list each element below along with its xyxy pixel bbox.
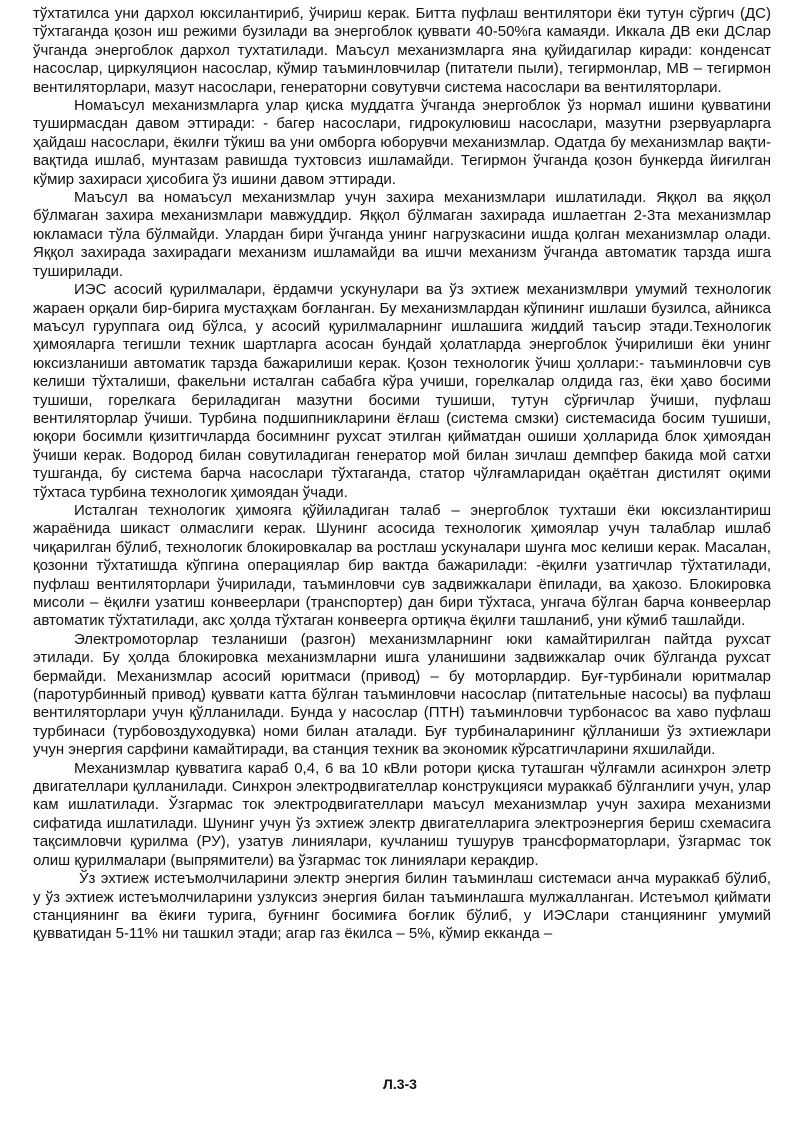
paragraph-motor-types: Механизмлар қувватига караб 0,4, 6 ва 10 кВли ротори қиска туташган чўлғамли асинхрон элетр двигателлари қулланилади. Синхрон электродвигателлар конструкцияси мураккаб бўлганлиги учун, улар кам ишлатилади. Ўзгармас ток электродвигателлари маъсул механизмлар учун захира механизми сифатида ишлатилади. Шунинг учун ўз эхтиеж электр двигателларига электроэнергия бериш схемасига тақсимловчи қурилма (РУ), узатув линиялари, кучланиш тушурув трансформаторлари, ўзгармас ток олиш қурилмалари (выпрямители) ва ўзгармас ток линиялари керакдир. [33, 759, 771, 869]
paragraph-continuation: тўхтатилса уни дархол юксилантириб, ўчириш керак. Битта пуфлаш вентилятори ёки тутун сўргич (ДС) тўхтаганда қозон иш режими бузилади ва энергоблок қуввати 40-50%га камаяди. Иккала ДВ еки ДСлар ўчганда энергоблок дархол тухтатилади. Маъсул механизмларга яна қуйидагилар киради: конденсат насослар, циркуляцион насослар, кўмир таъминловчилар (питатели пыли), тегирмонлар, МВ – тегирмон вентиляторлари, мазут насослари, генераторни совутувчи система насослари ва вентиляторлари. [33, 5, 771, 96]
paragraph-reserve-mechanisms: Маъсул ва номаъсул механизмлар учун захира механизмлари ишлатилади. Яққол ва яққол бўлмаган захира механизмлари мавжуддир. Яққол бўлмаган захирада ишлаетган 2-3та механизмлар юкламаси тўла бўлмайди. Улардан бири ўчганда унинг нагрузкасини ишда қолган механизмлар олади. Яққол захирада захирадаги механизм ишламайди ва ишчи механизм ўчганда автоматик тарзда ишга туширилади. [33, 189, 771, 280]
document-body [33, 5, 771, 944]
page-number-footer: Л.3-3 [383, 1076, 417, 1092]
paragraph-electric-motors: Электромоторлар тезланиши (разгон) механизмларнинг юки камайтирилган пайтда рухсат этилади. Бу ҳолда блокировка механизмларни ишга уланишини задвижкалар очик бўлганда рухсат бермайди. Механизмлар асосий юритмаси (привод) – бу моторлардир. Буғ-турбинали юритмалар (паротурбинный привод) қуввати катта бўлган таъминловчи насослар (питательные насосы) ва пуфлаш вентиляторлари учун қўлланилади. Бунда у насослар (ПТН) таъминловчи турбонасос ва хаво пуфлаш турбинаси (турбовоздуходувка) номи билан аталади. Буғ турбиналарининг қўлланиши ўз эхтиежлари учун энергия сарфини камайтиради, ва станция техник ва экономик кўрсатгичларини яхшилайди. [33, 630, 771, 759]
paragraph-technological-protection: ИЭС асосий қурилмалари, ёрдамчи ускунулари ва ўз эхтиеж механизмлври умумий технологик жараен орқали бир-бирига мустаҳкам боғланган. Бу механизмлардан кўпининг ишлаши бузилса, айникса маъсул гуруппага оид бўлса, у асосий қурилмаларнинг ишлашига жиддий таъсир этади.Технологик ҳимояларга тегишли техник шартларга асосан бундай ҳолатларда энергоблок ўчирилиши ёки унинг юксизланиши автоматик тарзда бажарилиши керак. Қозон технологик ўчиш ҳоллари:- таъминловчи сув келиши тўхталиши, факельни исталган сабабга кўра учиши, горелкалар олдида газ, ёки ҳаво босими тушиши, горелкага бериладиган мазутни босими тушиши, тутун сўрғичлар ўчиши, пуфлаш вентиляторлар ўчиши. Турбина подшипникларини ёғлаш (система смзки) системасида босим тушиши, юқори босимли қизитгичларда босимнинг рухсат этилган қийматдан ошиши ҳолларида блок ҳимоядан ўчиши керак. Водород билан совутиладиган генератор мой билан зичлаш демпфер бакида мой сатхи тушганда, бу система барча насослари тўхтаганда, статор чўлғамларидан оқаётган дистилят оқими тўхтаса турбина технологик ҳимоядан ўчади. [33, 281, 771, 501]
paragraph-protection-requirements: Исталган технологик ҳимояга қўйиладиган талаб – энергоблок тухташи ёки юксизлантириш жараёнида шикаст олмаслиги керак. Шунинг асосида технологик ҳимоялар учун талаблар ишлаб чиқарилган бўлиб, технологик блокировкалар ва ростлаш ускуналари шунга мос келиши керак. Масалан, қозонни тўхтатишда кўпгина операциялар бир вактда бажарилади: -ёқилғи узатгичлар тўхтатилади, пуфлаш вентиляторлари ўчирилади, таъминловчи сув задвижкалари ёпилади, ва ҳакозо. Блокировка мисоли – ёқилғи узатиш конвеерлари (транспортер) дан бири тўхтаса, унгача бўлган барча конвеерлар автоматик тўхтатилади, акс ҳолда тўхтаган конвеерга ортиқча ёқилғи ташланиб, уни кўмиб ташлайди. [33, 501, 771, 630]
paragraph-power-supply-system: Ўз эхтиеж истеъмолчиларини электр энергия билин таъминлаш системаси анча мураккаб бўлиб, у ўз эхтиеж истеъмолчиларини узлуксиз энергия билан таъминлашга мулжалланган. Истеъмол қиймати станциянинг ва ёкиғи турига, буғнинг босимиға боғлик бўлиб, у ИЭСлари станциянинг умумий қувватидан 5-11% ни ташкил этади; агар газ ёкилса – 5%, кўмир екканда – [33, 870, 771, 943]
paragraph-non-critical-mechanisms: Номаъсул механизмларга улар қиска муддатга ўчганда энергоблок ўз нормал ишини қувватини туширмасдан давом эттиради: - багер насослари, гидрокулювиш насослари, мазутни рзервуарларга ҳайдаш насослари, ёкилғи тўкиш ва уни омборга юборувчи механизмлар. Одатда бу механизмлар вақти-вақтида ишлаб, мунтазам равишда тухтовсиз ишламайди. Тегирмон ўчганда қозон бункерда йиғилган кўмир захираси ҳисобига ўз ишини давом эттиради. [33, 97, 771, 188]
